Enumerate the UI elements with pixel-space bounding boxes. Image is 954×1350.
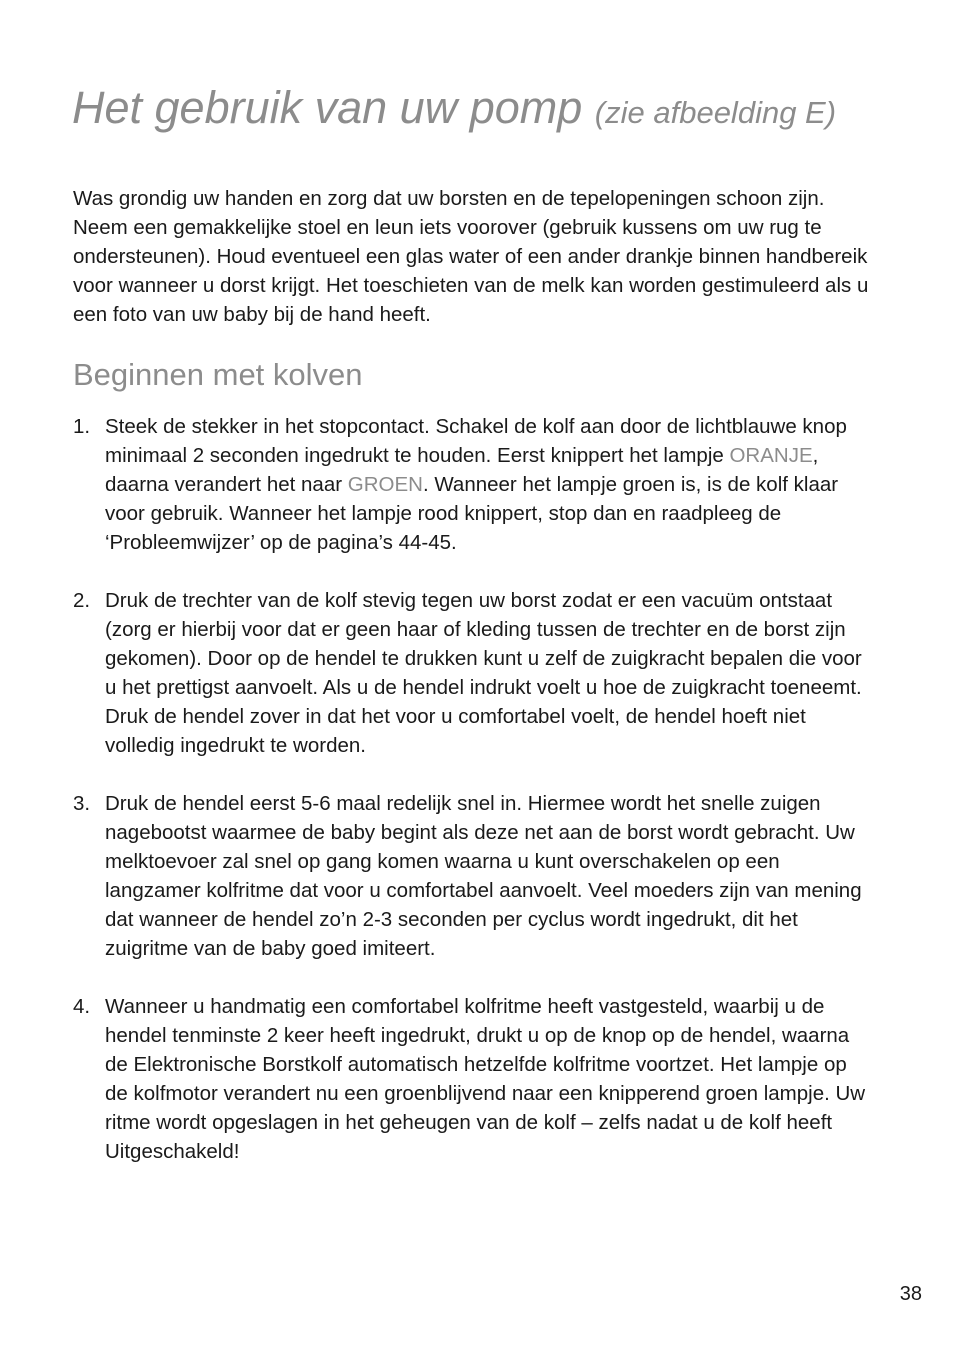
step-3: [73, 789, 873, 963]
step-text: Druk de hendel eerst 5-6 maal redelijk snel in. Hiermee wordt het snelle zuigen nagebootst waarmee de baby begint als deze net aan de borst wordt gebracht. Uw melktoevoer zal snel op gang komen waarna u kunt overschakelen op een langzamer kolfritme dat voor u comfortabel aanvoelt. Veel moeders zijn van mening dat wanneer de hendel zo’n 2-3 seconden per cyclus wordt ingedrukt, dit het zuigritme van de baby goed imiteert.: [105, 792, 862, 960]
page-title-subtitle: (zie afbeelding E): [594, 95, 837, 130]
step-4: [73, 992, 873, 1166]
page-title: [72, 82, 836, 139]
step-number: 4.: [73, 995, 91, 1018]
step-text: Steek de stekker in het stopcontact. Schakel de kolf aan door de lichtblauwe knop minimaal 2 seconden ingedrukt te houden. Eerst knippert het lampje: [105, 415, 847, 467]
intro-paragraph: Was grondig uw handen en zorg dat uw borsten en de tepelopeningen schoon zijn. Neem een gemakkelijke stoel en leun iets voorover (gebruik kussens om uw rug te ondersteunen). Houd eventueel een glas water of een ander drankje binnen handbereik voor wanneer u dorst krijgt. Het toeschieten van de melk kan worden gestimuleerd als u een foto van uw baby bij de hand heeft.: [73, 187, 869, 326]
page-number: 38: [899, 1283, 922, 1305]
step-text: Wanneer u handmatig een comfortabel kolfritme heeft vastgesteld, waarbij u de hendel tenminste 2 keer heeft ingedrukt, drukt u op de knop op de hendel, waarna de Elektronische Borstkolf automatisch hetzelfde kolfritme voortzet. Het lampje op de kolfmotor verandert nu een groenblijvend naar een knipperend groen lampje. Uw ritme wordt opgeslagen in het geheugen van de kolf – zelfs nadat u de kolf heeft Uitgeschakeld!: [105, 995, 866, 1163]
step-1: [73, 412, 873, 557]
step-text: Druk de trechter van de kolf stevig tegen uw borst zodat er een vacuüm ontstaat (zorg er hierbij voor dat er geen haar of kleding tussen de trechter en de borst zijn gekomen). Door op de hendel te drukken kunt u zelf de zuigkracht bepalen die voor u het prettigst aanvoelt. Als u de hendel indrukt voelt u hoe de zuigkracht toeneemt. Druk de hendel zover in dat het voor u comfortabel voelt, de hendel hoeft niet volledig ingedrukt te worden.: [105, 589, 862, 757]
step-2: [73, 586, 873, 760]
page-title-main: Het gebruik van uw pomp: [72, 82, 583, 133]
step-text: . Wanneer het lampje groen is, is de kolf klaar voor gebruik. Wanneer het lampje rood knippert, stop dan en raadpleeg de ‘Probleemwijzer’ op de pagina’s 44-45.: [105, 473, 839, 554]
step-number: 1.: [73, 415, 91, 438]
step-text: , daarna verandert het naar: [105, 444, 819, 496]
step-number: 2.: [73, 589, 91, 612]
step-number: 3.: [73, 792, 91, 815]
steps-list: [73, 412, 873, 1195]
color-green-label: GROEN: [347, 473, 423, 496]
color-orange-label: ORANJE: [729, 444, 813, 467]
section-heading: Beginnen met kolven: [73, 357, 363, 392]
